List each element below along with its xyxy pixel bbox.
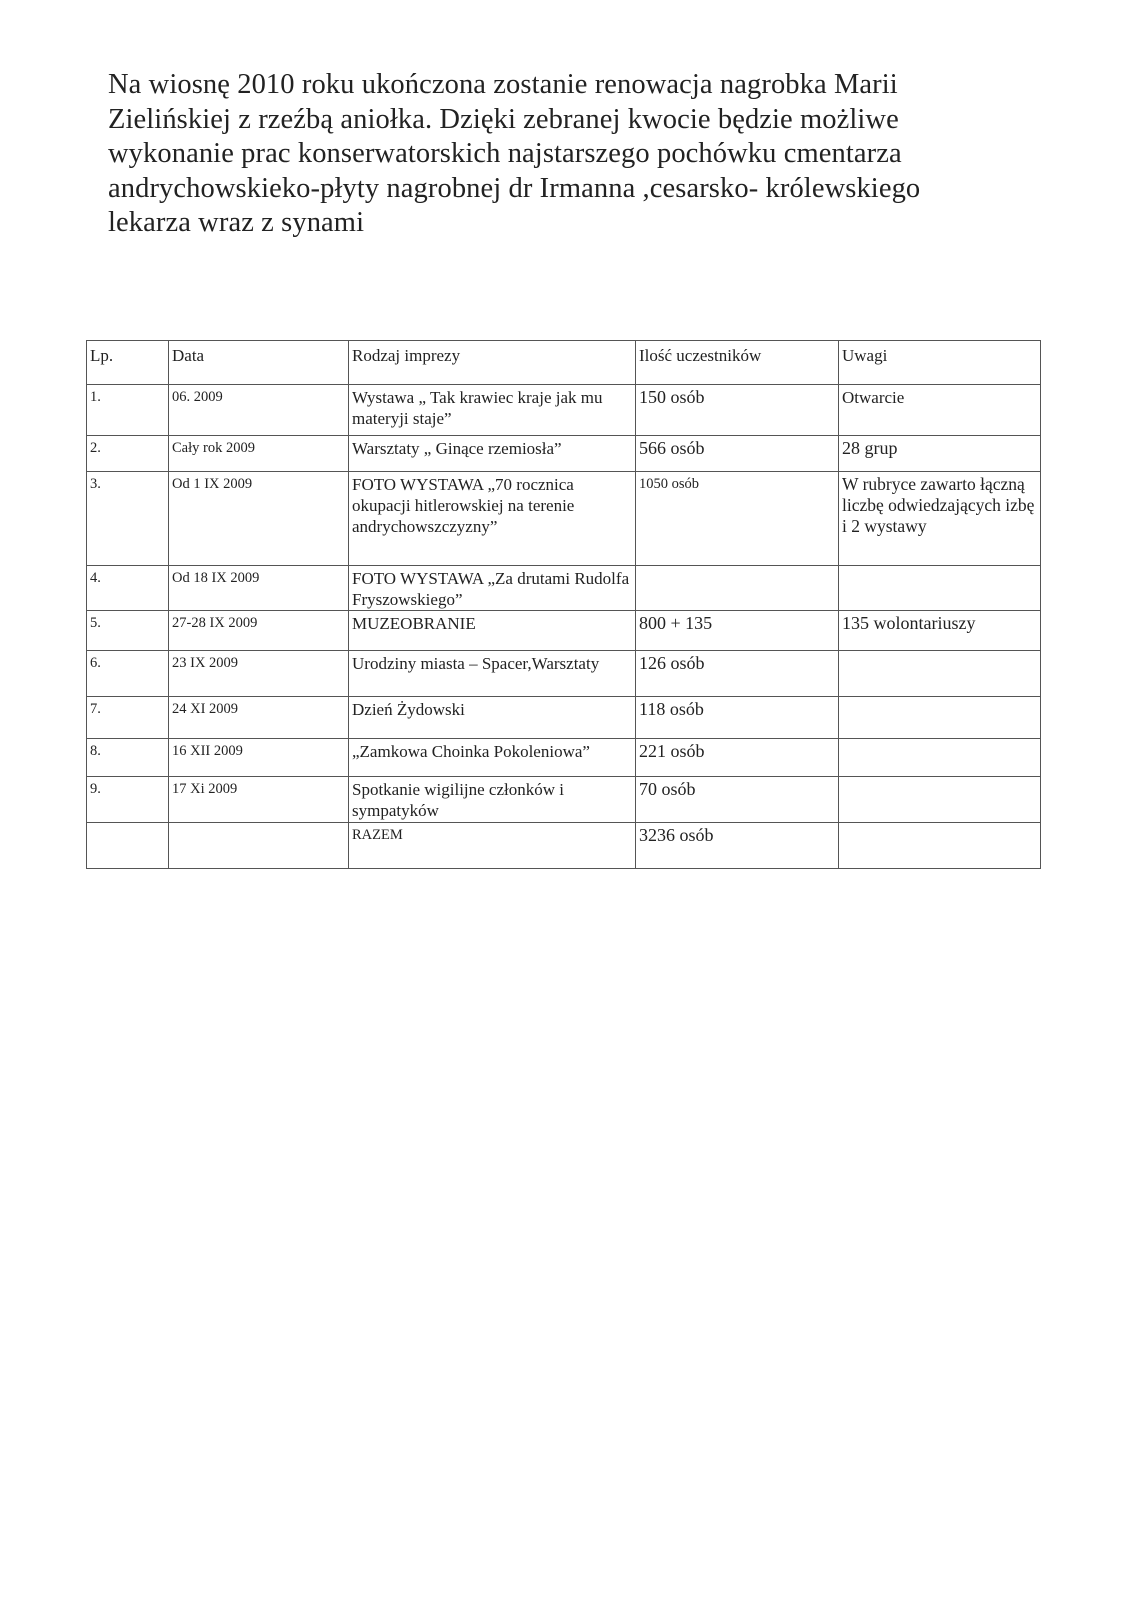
cell-lp: 6. [87,651,169,697]
cell-lp-empty [87,823,169,869]
table-total-row [87,823,1041,869]
cell-notes [839,739,1041,777]
cell-event: MUZEOBRANIE [349,611,636,651]
table-row [87,777,1041,823]
cell-notes: Otwarcie [839,385,1041,436]
cell-count: 70 osób [636,777,839,823]
header-date: Data [169,341,349,385]
cell-date: Od 18 IX 2009 [169,566,349,611]
cell-date: 23 IX 2009 [169,651,349,697]
cell-event: Urodziny miasta – Spacer,Warsztaty [349,651,636,697]
table-row [87,651,1041,697]
cell-event: Wystawa „ Tak krawiec kraje jak mu materyji staje” [349,385,636,436]
cell-event: FOTO WYSTAWA „Za drutami Rudolfa Fryszowskiego” [349,566,636,611]
intro-paragraph [108,68,1028,241]
cell-count: 126 osób [636,651,839,697]
cell-date: 16 XII 2009 [169,739,349,777]
intro-line: Zielińskiej z rzeźbą aniołka. Dzięki zebranej kwocie będzie możliwe [108,103,899,135]
header-lp: Lp. [87,341,169,385]
cell-event: Spotkanie wigilijne członków i sympatyków [349,777,636,823]
cell-count: 221 osób [636,739,839,777]
table-header-row [87,341,1041,385]
cell-date: 27-28 IX 2009 [169,611,349,651]
cell-notes [839,566,1041,611]
cell-notes [839,651,1041,697]
table-row [87,385,1041,436]
cell-date: 17 Xi 2009 [169,777,349,823]
cell-count: 118 osób [636,697,839,739]
table-row [87,566,1041,611]
cell-count: 1050 osób [636,472,839,566]
header-event: Rodzaj imprezy [349,341,636,385]
cell-date: Cały rok 2009 [169,436,349,472]
total-label: RAZEM [349,823,636,869]
cell-notes [839,697,1041,739]
cell-lp: 1. [87,385,169,436]
table-row [87,611,1041,651]
cell-lp: 4. [87,566,169,611]
cell-date: Od 1 IX 2009 [169,472,349,566]
cell-notes: W rubryce zawarto łączną liczbę odwiedzających izbę i 2 wystawy [839,472,1041,566]
cell-notes: 135 wolontariuszy [839,611,1041,651]
cell-notes [839,777,1041,823]
cell-lp: 9. [87,777,169,823]
header-notes: Uwagi [839,341,1041,385]
cell-count: 566 osób [636,436,839,472]
cell-count: 150 osób [636,385,839,436]
events-table [86,340,1041,869]
cell-lp: 5. [87,611,169,651]
table-row [87,697,1041,739]
cell-notes: 28 grup [839,436,1041,472]
cell-lp: 7. [87,697,169,739]
intro-line: Na wiosnę 2010 roku ukończona zostanie renowacja nagrobka Marii [108,69,898,100]
intro-line: wykonanie prac konserwatorskich najstarszego pochówku cmentarza [108,138,902,169]
cell-event: Warsztaty „ Ginące rzemiosła” [349,436,636,472]
cell-count: 800 + 135 [636,611,839,651]
intro-line: andrychowskieko-płyty nagrobnej dr Irmanna ,cesarsko- królewskiego [108,172,921,204]
cell-date: 06. 2009 [169,385,349,436]
table-row [87,472,1041,566]
cell-lp: 2. [87,436,169,472]
total-count: 3236 osób [636,823,839,869]
intro-line: lekarza wraz z synami [108,207,365,238]
cell-event: FOTO WYSTAWA „70 rocznica okupacji hitlerowskiej na terenie andrychowszczyzny” [349,472,636,566]
cell-event: „Zamkowa Choinka Pokoleniowa” [349,739,636,777]
cell-count [636,566,839,611]
cell-date-empty [169,823,349,869]
header-count: Ilość uczestników [636,341,839,385]
cell-lp: 8. [87,739,169,777]
cell-lp: 3. [87,472,169,566]
cell-notes-empty [839,823,1041,869]
cell-event: Dzień Żydowski [349,697,636,739]
table-row [87,739,1041,777]
cell-date: 24 XI 2009 [169,697,349,739]
table-row [87,436,1041,472]
